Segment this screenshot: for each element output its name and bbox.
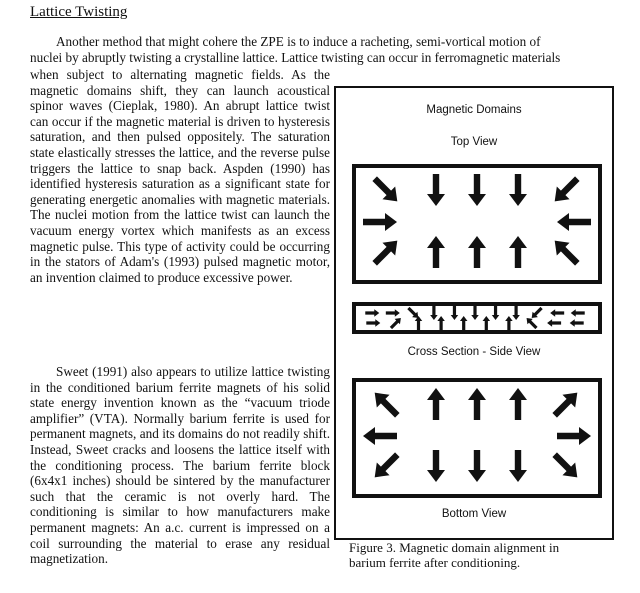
side-view-arrows: [356, 306, 598, 330]
arrow-icon-right: [557, 427, 591, 445]
side-view-panel: [352, 302, 602, 334]
top-view-arrows: [356, 168, 598, 280]
arrow-icon-up-right: [548, 386, 583, 421]
arrow-icon-down: [471, 306, 479, 320]
arrow-icon-down: [451, 306, 459, 320]
arrow-icon-left: [363, 427, 397, 445]
arrow-icon-up-left: [368, 386, 403, 421]
arrow-icon-up: [468, 388, 486, 420]
arrow-icon-left: [550, 309, 564, 317]
arrow-icon-down: [509, 174, 527, 206]
arrow-icon-down-right: [368, 172, 403, 207]
arrow-icon-down: [468, 174, 486, 206]
bottom-view-label: Bottom View: [441, 508, 507, 520]
caption-line-2: barium ferrite after conditioning.: [349, 555, 521, 570]
top-view-label: Top View: [450, 136, 498, 148]
arrow-icon-up-left: [548, 234, 583, 269]
arrow-icon-down: [492, 306, 500, 320]
arrow-icon-up: [505, 316, 513, 330]
figure-caption: [349, 540, 639, 570]
arrow-icon-up-left: [524, 315, 539, 330]
arrow-icon-right: [363, 213, 397, 231]
bottom-view-arrows: [356, 382, 598, 494]
paragraph-2-column: [30, 364, 330, 567]
arrow-icon-up: [468, 236, 486, 268]
arrow-icon-down-left: [368, 448, 403, 483]
arrow-icon-down: [512, 306, 520, 320]
arrow-icon-right: [366, 319, 380, 327]
figure-magnetic-domains: [334, 86, 614, 540]
arrow-icon-down-right: [548, 448, 583, 483]
bottom-view-panel: [352, 378, 602, 498]
paragraph-1-column: [30, 67, 330, 285]
arrow-icon-down: [468, 450, 486, 482]
arrow-icon-down-left: [529, 306, 544, 321]
arrow-icon-up: [437, 316, 445, 330]
section-heading: Lattice Twisting: [30, 4, 128, 20]
intro-line-2: nuclei by abruptly twisting a crystalline lattice. Lattice twisting can occur in ferromagnetic materials: [30, 50, 561, 65]
paragraph-1: when subject to alternating magnetic fields. As the magnetic domains shift, they can launch acoustical spinor waves (Cieplak, 1980). An abrupt lattice twist can occur if the magnetic material is driven to hysteresis saturation, and then pulsed oppositely. The saturation state elastically stresses the lattice, and the reverse pulse triggers the lattice to snap back. Aspden (1990) has identified hysteresis saturation as a significant state for generating energetic anomalies with magnetic materials. The nuclei motion from the lattice twist can launch the vacuum energy vortex which manifests as an excess magnetic pulse. This type of activity could be occurring in the stators of Adam's (1993) pulsed magnetic motor, an invention claimed to produce excessive power.: [30, 67, 330, 285]
arrow-icon-up-right: [368, 234, 403, 269]
side-view-label: Cross Section - Side View: [407, 346, 541, 358]
arrow-icon-right: [365, 309, 379, 317]
arrow-icon-down: [427, 450, 445, 482]
arrow-icon-left: [547, 319, 561, 327]
arrow-icon-up: [483, 316, 491, 330]
arrow-icon-left: [570, 319, 584, 327]
arrow-icon-down: [509, 450, 527, 482]
arrow-icon-down: [430, 306, 438, 320]
arrow-icon-right: [386, 309, 400, 317]
figure-title: Magnetic Domains: [426, 104, 522, 116]
intro-line-1: Another method that might cohere the ZPE is to induce a racheting, semi-vortical motion of: [56, 34, 541, 49]
arrow-icon-up: [427, 236, 445, 268]
arrow-icon-up: [509, 236, 527, 268]
caption-line-1: Figure 3. Magnetic domain alignment in: [349, 540, 560, 555]
arrow-icon-left: [557, 213, 591, 231]
arrow-icon-up: [509, 388, 527, 420]
arrow-icon-up: [460, 316, 468, 330]
arrow-icon-down: [427, 174, 445, 206]
arrow-icon-up: [415, 316, 423, 330]
top-view-panel: [352, 164, 602, 284]
arrow-icon-up: [427, 388, 445, 420]
paragraph-2: Sweet (1991) also appears to utilize lattice twisting in the conditioned barium ferrite magnets of his solid state energy invention known as the “vacuum triode amplifier” (VTA). Normally barium ferrite is used for permanent magnets, and its domains do not readily shift. Instead, Sweet cracks and loosens the lattice itself with the conditioning process. The barium ferrite block (6x4x1 inches) should be sintered by the manufacturer such that the ceramic is not overly hard. The conditioning is similar to how manufacturers make permanent magnets: An a.c. current is impressed on a coil surrounding the material to erase any residual magnetization.: [30, 364, 330, 567]
arrow-icon-down-left: [548, 172, 583, 207]
arrow-icon-up-right: [388, 315, 403, 330]
arrow-icon-left: [571, 309, 585, 317]
